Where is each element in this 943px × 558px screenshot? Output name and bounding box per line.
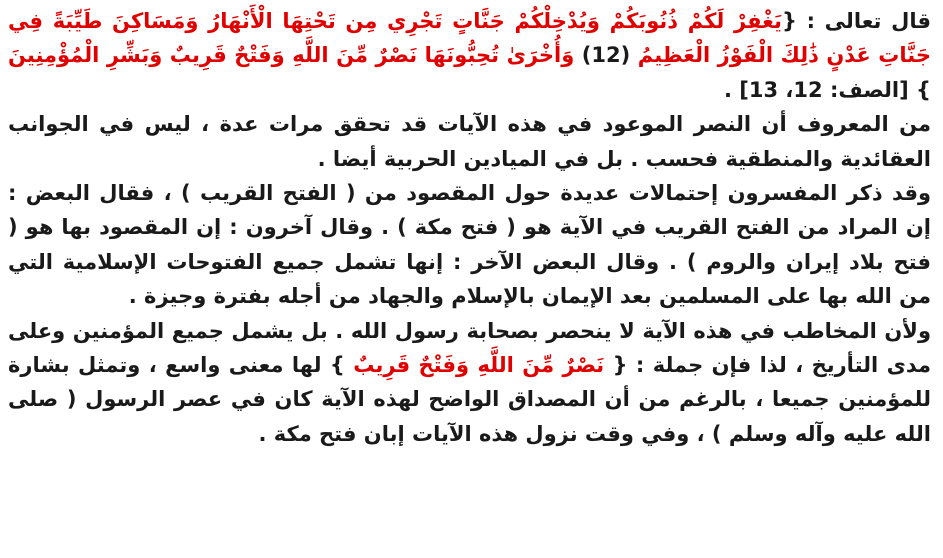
paragraph-conclusion [8, 314, 931, 452]
verse-paragraph [8, 4, 931, 107]
verse-reference: } [الصف: 12، 13] . [723, 77, 931, 102]
conclusion-after: } لها معنى واسع ، وتمثل بشارة للمؤمنين جميعا ، بالرغم من أن المصداق الواضح لهذه الآية كان في عصر الرسول ( صلى الله عليه وآله وسلم ) ، وفي وقت نزول هذه الآيات إبان فتح مكة . [8, 353, 931, 446]
paragraph-interpretations: وقد ذكر المفسرون إحتمالات عديدة حول المقصود من ( الفتح القريب ) ، فقال البعض : إن المراد من الفتح القريب في الآية هو ( فتح مكة ) . وقال آخرون : إن المقصود بها هو ( فتح بلاد إيران والروم ) . وقال البعض الآخر : إنها تشمل جميع الفتوحات الإسلامية التي من الله بها على المسلمين بعد الإيمان بالإسلام والجهاد من أجله بفترة وجيزة . [8, 181, 931, 309]
paragraph-victory: من المعروف أن النصر الموعود في هذه الآيات قد تحقق مرات عدة ، ليس في الجوانب العقائدية والمنطقية فحسب . بل في الميادين الحربية أيضا . [8, 112, 931, 171]
verse-intro: قال تعالى : { [781, 9, 931, 33]
verse-number: (12) [574, 43, 638, 68]
quran-verse-13: وَأُخْرَىٰ تُحِبُّونَهَا نَصْرٌ مِّنَ اللَّهِ وَفَتْحٌ قَرِيبٌ وَبَشِّرِ الْمُؤْمِنِينَ [8, 43, 575, 68]
quran-verse-quote: نَصْرٌ مِّنَ اللَّهِ وَفَتْحٌ قَرِيبٌ [344, 353, 613, 378]
conclusion-before: ولأن المخاطب في هذه الآية لا ينحصر بصحابة رسول الله . بل يشمل جميع المؤمنين وعلى مدى التأريخ ، لذا فإن جملة : { [8, 318, 931, 378]
quran-verse-12: يَغْفِرْ لَكُمْ ذُنُوبَكُمْ وَيُدْخِلْكُمْ جَنَّاتٍ تَجْرِي مِن تَحْتِهَا الْأَنْهَارُ وَمَسَاكِنَ طَيِّبَةً فِي جَنَّاتِ عَدْنٍ ذَٰلِكَ الْفَوْزُ الْعَظِيمُ [8, 9, 931, 68]
